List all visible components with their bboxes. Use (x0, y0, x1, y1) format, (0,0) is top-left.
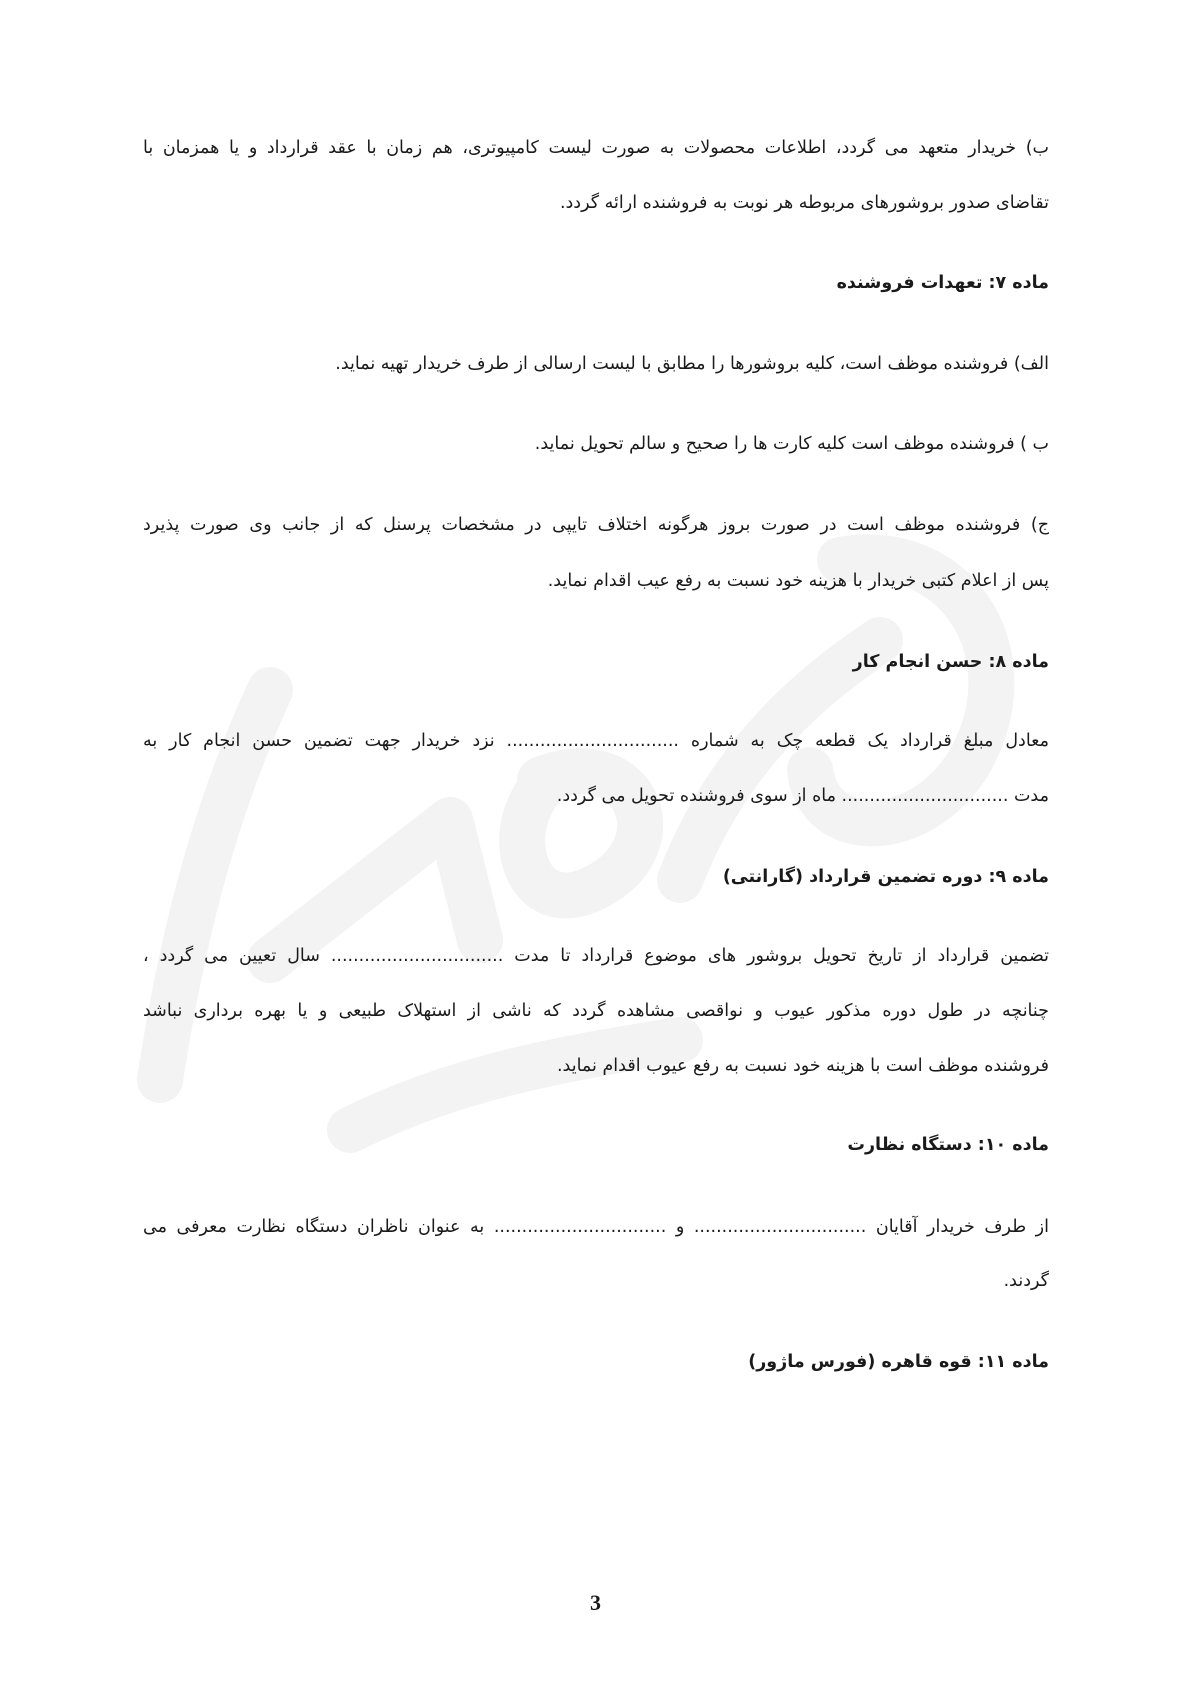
section10-line2: گردند. (1003, 1271, 1049, 1291)
section7-item-b: ب ) فروشنده موظف است کلیه کارت ها را صحیح و سالم تحویل نماید. (534, 434, 1049, 454)
section7-item-c-line1: ج) فروشنده موظف است در صورت بروز هرگونه اختلاف تایپی در مشخصات پرسنل که از جانب وی صورت پذیرد (143, 515, 1049, 535)
section9-line1: تضمین قرارداد از تاریخ تحویل بروشور های موضوع قرارداد تا مدت ............................... سال تعیین می گردد ، (143, 946, 1049, 966)
section11-heading: ماده ۱۱: قوه قاهره (فورس ماژور) (748, 1352, 1049, 1372)
page-number: 3 (590, 1590, 601, 1615)
section7-item-c-line2: پس از اعلام کتبی خریدار با هزینه خود نسبت به رفع عیب اقدام نماید. (547, 571, 1049, 591)
section6-item-b-line1: ب) خریدار متعهد می گردد، اطلاعات محصولات به صورت لیست کامپیوتری، هم زمان با عقد قرارداد و یا همزمان با (143, 138, 1049, 158)
document-body (143, 0, 1049, 1684)
section8-line1: معادل مبلغ قرارداد یک قطعه چک به شماره ............................... نزد خریدار جهت تضمین حسن انجام کار به (143, 731, 1049, 751)
section10-heading: ماده ۱۰: دستگاه نظارت (847, 1135, 1049, 1155)
section6-item-b-line2: تقاضای صدور بروشورهای مربوطه هر نوبت به فروشنده ارائه گردد. (559, 193, 1049, 213)
section7-heading: ماده ۷: تعهدات فروشنده (836, 273, 1049, 293)
section9-heading: ماده ۹: دوره تضمین قرارداد (گارانتی) (722, 867, 1049, 887)
section9-line2: چنانچه در طول دوره مذکور عیوب و نواقصی مشاهده گردد که ناشی از استهلاک طبیعی و یا بهره برداری نباشد (143, 1001, 1049, 1021)
section9-line3: فروشنده موظف است با هزینه خود نسبت به رفع عیوب اقدام نماید. (556, 1056, 1049, 1076)
section8-line2: مدت .............................. ماه از سوی فروشنده تحویل می گردد. (556, 786, 1049, 806)
section10-line1: از طرف خریدار آقایان ............................... و ............................... به عنوان ناظران دستگاه نظارت معرفی می (143, 1217, 1049, 1237)
section8-heading: ماده ۸: حسن انجام کار (852, 652, 1049, 672)
section7-item-a: الف) فروشنده موظف است، کلیه بروشورها را مطابق با لیست ارسالی از طرف خریدار تهیه نماید. (335, 354, 1049, 374)
